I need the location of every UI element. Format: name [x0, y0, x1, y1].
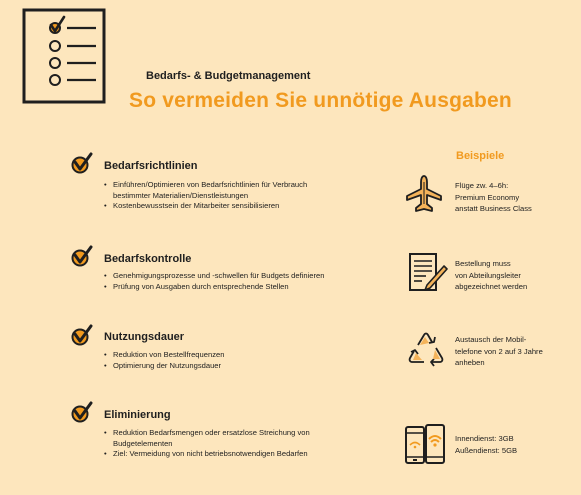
example-text-phones: Austausch der Mobil- telefone von 2 auf 3 Jahre anheben — [455, 335, 543, 367]
list-item: • Reduktion Bedarfsmengen oder ersatzlose Streichung von Budgetelementen — [104, 428, 369, 449]
list-item: • Kostenbewusstsein der Mitarbeiter sensibilisieren — [104, 201, 364, 212]
checkmark-icon — [70, 323, 94, 347]
recycle-icon — [404, 331, 446, 371]
list-item: • Reduktion von Bestellfrequenzen — [104, 350, 364, 361]
section-bullets-nutzungsdauer — [104, 350, 364, 371]
section-bullets-bedarfskontrolle — [104, 271, 374, 292]
list-item: • Prüfung von Ausgaben durch entsprechende Stellen — [104, 282, 374, 293]
section-bullets-bedarfsrichtlinien — [104, 180, 364, 212]
section-title-nutzungsdauer: Nutzungsdauer — [104, 331, 185, 343]
document-pen-icon — [408, 252, 448, 294]
list-item: • Genehmigungsprozesse und -schwellen für Budgets definieren — [104, 271, 374, 282]
list-item: • Einführen/Optimieren von Bedarfsrichtlinien für Verbrauch bestimmter Materialien/Dienstleistungen — [104, 180, 364, 201]
example-text-flights: Flüge zw. 4–6h: Premium Economy anstatt Business Class — [455, 181, 532, 213]
checkmark-icon — [70, 244, 94, 268]
airplane-icon — [404, 174, 444, 214]
checkmark-icon — [70, 151, 94, 175]
section-bullets-eliminierung — [104, 428, 369, 460]
list-item: • Ziel: Vermeidung von nicht betriebsnotwendigen Bedarfen — [104, 449, 369, 460]
example-text-data-volume: Innendienst: 3GB Außendienst: 5GB — [455, 434, 518, 455]
section-title-bedarfskontrolle: Bedarfskontrolle — [104, 253, 192, 265]
list-item: • Optimierung der Nutzungsdauer — [104, 361, 364, 372]
examples-heading: Beispiele — [456, 150, 505, 162]
checkmark-icon — [70, 400, 94, 424]
page-title: So vermeiden Sie unnötige Ausgaben — [129, 89, 512, 112]
mobile-devices-icon — [404, 423, 446, 467]
example-text-approval: Bestellung muss von Abteilungsleiter abgezeichnet werden — [455, 259, 528, 291]
checklist-clipboard-icon — [22, 8, 108, 106]
section-title-bedarfsrichtlinien: Bedarfsrichtlinien — [104, 160, 198, 172]
header-subtitle: Bedarfs- & Budgetmanagement — [146, 70, 311, 82]
section-title-eliminierung: Eliminierung — [104, 409, 171, 421]
